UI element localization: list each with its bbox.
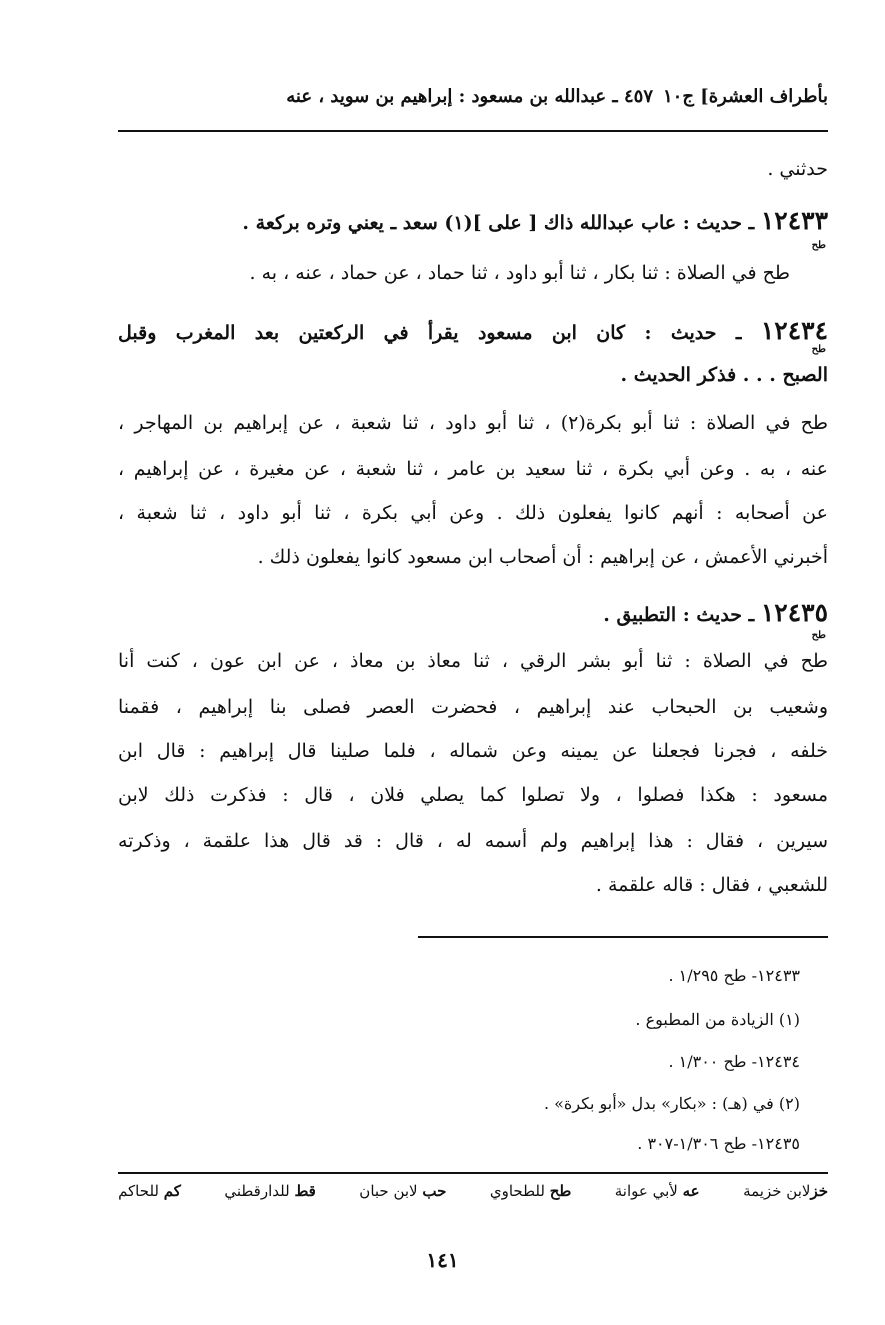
text-line: خلفه ، فجرنا فجعلنا عن يمينه وعن شماله ، فلما صلينا قال إبراهيم : قال ابن bbox=[118, 740, 828, 762]
header-volume: بأطراف العشرة] ج١٠ bbox=[662, 86, 828, 107]
header-chapter: ٤٥٧ ـ عبدالله بن مسعود : إبراهيم بن سويد ، عنه bbox=[286, 86, 653, 107]
abbreviations-key bbox=[118, 1182, 828, 1200]
footnote: (١) الزيادة من المطبوع . bbox=[635, 1010, 800, 1029]
hadith-heading-12434: ١٢٤٣٤ ـ حديث : كان ابن مسعود يقرأ في الركعتين بعد المغرب وقبل bbox=[118, 316, 828, 345]
hadith-number: ١٢٤٣٣ bbox=[760, 206, 828, 235]
footnote-rule bbox=[418, 936, 828, 938]
abbreviation: كم للحاكم bbox=[118, 1182, 181, 1200]
footnote: ١٢٤٣٣- طح ١/٢٩٥ . bbox=[668, 966, 800, 985]
running-header bbox=[118, 80, 828, 120]
text-line: عنه ، به . وعن أبي بكرة ، ثنا سعيد بن عامر ، ثنا شعبة ، عن مغيرة ، عن إبراهيم ، bbox=[118, 458, 828, 480]
text-line: الصبح . . . فذكر الحديث . bbox=[620, 364, 828, 386]
footnote: ١٢٤٣٥- طح ١/٣٠٦-٣٠٧ . bbox=[637, 1134, 800, 1153]
page-number: ١٤١ bbox=[426, 1248, 459, 1272]
text-line: للشعبي ، فقال : قاله علقمة . bbox=[595, 874, 828, 896]
hadith-heading-12435: ١٢٤٣٥ ـ حديث : التطبيق . bbox=[603, 598, 828, 627]
abbreviation: خزلابن خزيمة bbox=[743, 1182, 828, 1200]
hadith-number: ١٢٤٣٥ bbox=[760, 598, 828, 627]
abbreviation: عه لأبي عوانة bbox=[614, 1182, 700, 1200]
hadith-number: ١٢٤٣٤ bbox=[760, 316, 828, 345]
text-line: أخبرني الأعمش ، عن إبراهيم : أن أصحاب ابن مسعود كانوا يفعلون ذلك . bbox=[257, 546, 828, 568]
text-line: عن أصحابه : أنهم كانوا يفعلون ذلك . وعن أبي بكرة ، ثنا أبو داود ، ثنا شعبة ، bbox=[118, 502, 828, 524]
text-line: حدثني . bbox=[767, 158, 828, 180]
source-tag: طح bbox=[811, 240, 826, 251]
abbreviation: حب لابن حبان bbox=[359, 1182, 447, 1200]
text-line: سيرين ، فقال : هذا إبراهيم ولم أسمه له ، قال : قد قال هذا علقمة ، وذكرته bbox=[118, 830, 828, 852]
abbreviation: طح للطحاوي bbox=[489, 1182, 572, 1200]
footnote: ١٢٤٣٤- طح ١/٣٠٠ . bbox=[668, 1052, 800, 1071]
header-rule bbox=[118, 130, 828, 132]
hadith-heading-12433: ١٢٤٣٣ ـ حديث : عاب عبدالله ذاك [ على ](١) سعد ـ يعني وتره بركعة . bbox=[242, 206, 828, 235]
source-tag: طح bbox=[811, 630, 826, 641]
text-line: مسعود : هكذا فصلوا ، ولا تصلوا كما يصلي فلان ، قال : فذكرت ذلك لابن bbox=[118, 784, 828, 806]
source-tag: طح bbox=[811, 344, 826, 355]
text-line: طح في الصلاة : ثنا بكار ، ثنا أبو داود ، ثنا حماد ، عن حماد ، عنه ، به . bbox=[249, 262, 790, 284]
text-line: طح في الصلاة : ثنا أبو بكرة(٢) ، ثنا أبو داود ، ثنا شعبة ، عن إبراهيم بن المهاجر ، bbox=[118, 412, 828, 434]
text-line: وشعيب بن الحبحاب عند إبراهيم ، فحضرت العصر فصلى بنا إبراهيم ، فقمنا bbox=[118, 696, 828, 718]
abbreviation: قط للدارقطني bbox=[224, 1182, 316, 1200]
text-line: طح في الصلاة : ثنا أبو بشر الرقي ، ثنا معاذ بن معاذ ، عن ابن عون ، كنت أنا bbox=[118, 650, 828, 672]
abbreviations-rule bbox=[118, 1172, 828, 1174]
footnote: (٢) في (هـ) : «بكار» بدل «أبو بكرة» . bbox=[543, 1094, 800, 1113]
